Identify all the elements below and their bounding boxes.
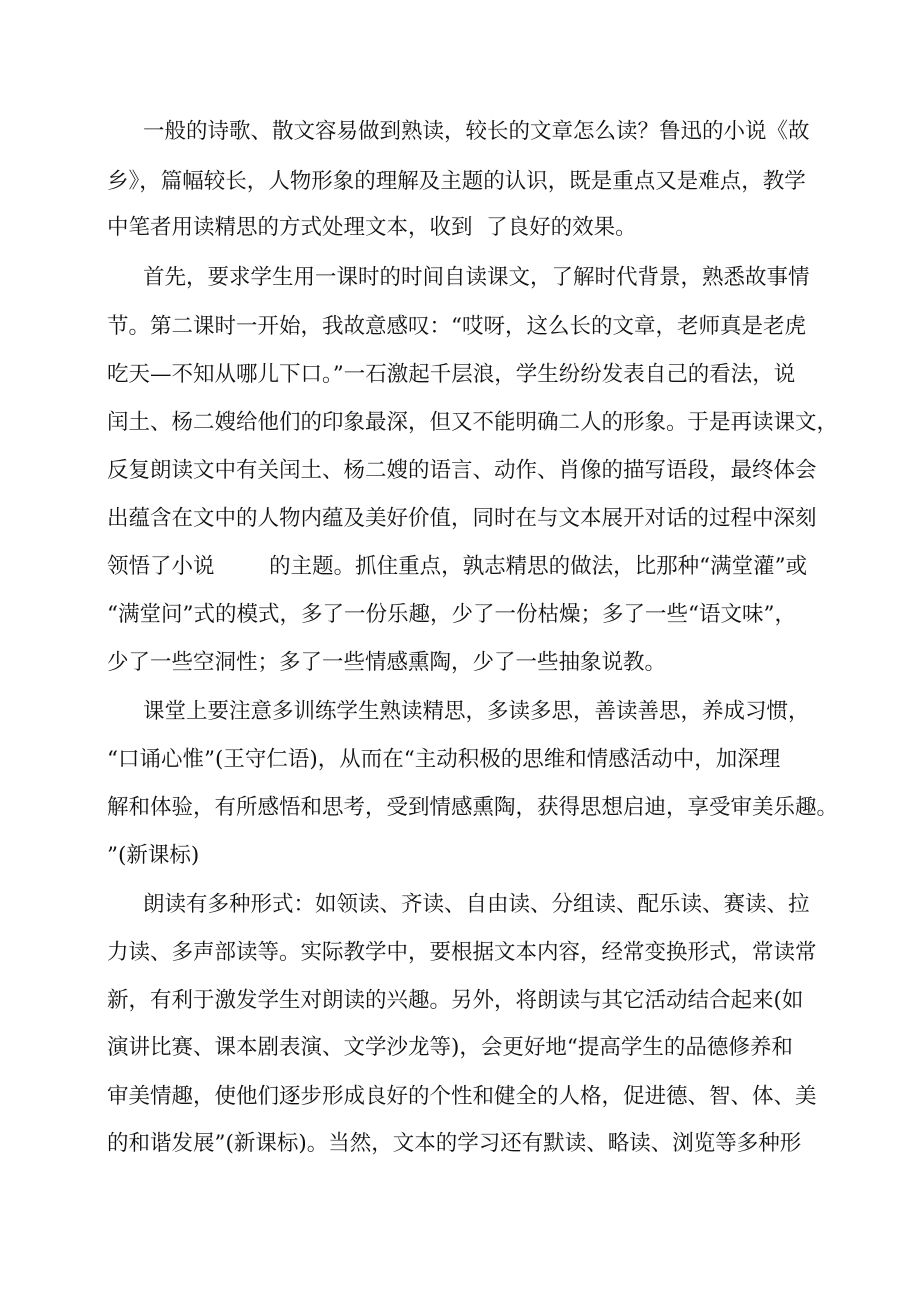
text-line: 中笔者用读精思的方式处理文本，收到 了良好的效果。 [107, 215, 637, 240]
text-line: 的和谐发展”(新课标)。当然，文本的学习还有默读、略读、浏览等多种形 [107, 1131, 802, 1156]
text-line: “口诵心惟”(王守仁语)，从而在“主动积极的思维和情感活动中，加深理 [107, 747, 781, 772]
text-line: 乡》，篇幅较长，人物形象的理解及主题的认识，既是重点又是难点，教学 [107, 169, 806, 194]
text-line: 力读、多声部读等。实际教学中，要根据文本内容，经常变换形式，常读常 [107, 940, 817, 965]
text-line: 新，有利于激发学生对朗读的兴趣。另外，将朗读与其它活动结合起来(如 [107, 988, 804, 1013]
text-line: 领悟了小说 的主题。抓住重点，孰志精思的做法，比那种“满堂灌”或 [107, 554, 808, 579]
text-line: 审美情趣，使他们逐步形成良好的个性和健全的人格，促进德、智、体、美 [107, 1084, 817, 1109]
text-line: “满堂问”式的模式，多了一份乐趣，少了一份枯燥；多了一些“语文味”， [107, 602, 796, 627]
text-line: ”(新课标) [107, 843, 200, 868]
text-line: 一般的诗歌、散文容易做到熟读，较长的文章怎么读？鲁迅的小说《故 [143, 119, 810, 144]
text-line: 首先，要求学生用一课时的时间自读课文，了解时代背景，熟悉故事情 [143, 265, 810, 290]
text-line: 闰土、杨二嫂给他们的印象最深，但又不能明确二人的形象。于是再读课文， [107, 410, 839, 435]
text-line: 解和体验，有所感悟和思考，受到情感熏陶，获得思想启迪，享受审美乐趣。 [107, 795, 839, 820]
text-line: 节。第二课时一开始，我故意感叹：“哎呀，这么长的文章，老师真是老虎 [107, 314, 806, 339]
text-line: 朗读有多种形式：如领读、齐读、自由读、分组读、配乐读、赛读、拉 [143, 892, 810, 917]
text-line: 少了一些空洞性；多了一些情感熏陶，少了一些抽象说教。 [107, 650, 667, 675]
text-line: 演讲比赛、课本剧表演、文学沙龙等)，会更好地“提高学生的品德修养和 [107, 1035, 793, 1060]
text-line: 课堂上要注意多训练学生熟读精思，多读多思，善读善思，养成习惯， [143, 699, 810, 724]
text-line: 出蕴含在文中的人物内蕴及美好价值，同时在与文本展开对话的过程中深刻 [107, 506, 817, 531]
text-line: 吃天—不知从哪儿下口。”一石激起千层浪，学生纷纷发表自己的看法，说 [107, 362, 796, 387]
text-line: 反复朗读文中有关闰土、杨二嫂的语言、动作、肖像的描写语段，最终体会 [107, 458, 817, 483]
